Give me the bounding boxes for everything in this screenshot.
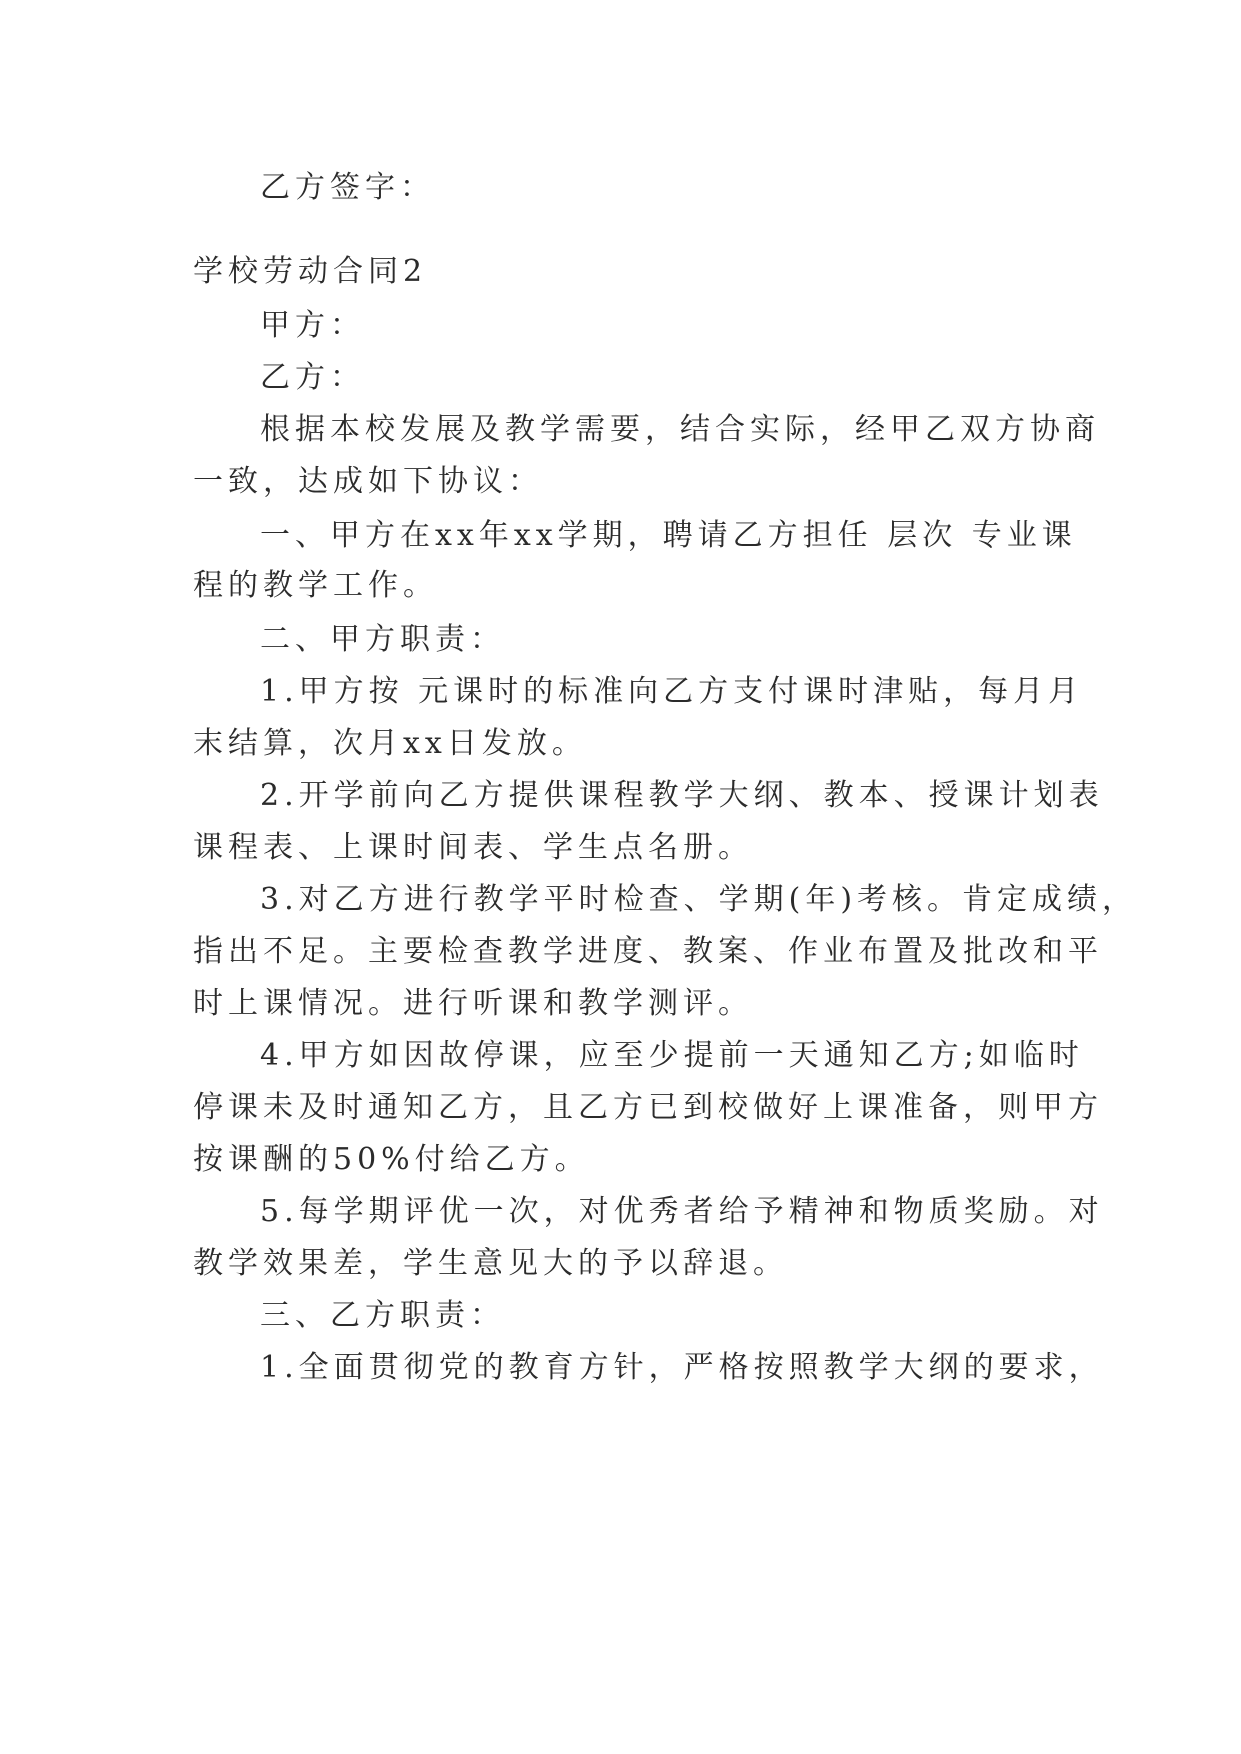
clause-2-item-1-line-2: 末结算，次月xx日发放。 [193,726,587,761]
clause-3-heading: 三、乙方职责： [260,1298,505,1333]
party-a-line: 甲方： [260,308,365,343]
clause-2-item-3-line-3: 时上课情况。进行听课和教学测评。 [193,986,753,1021]
clause-3-item-1-line-1: 1.全面贯彻党的教育方针，严格按照教学大纲的要求， [260,1350,1104,1385]
clause-2-item-4-line-2: 停课未及时通知乙方，且乙方已到校做好上课准备，则甲方 [193,1090,1103,1125]
clause-1-line-2: 程的教学工作。 [193,568,438,603]
party-b-line: 乙方： [260,360,365,395]
clause-2-heading: 二、甲方职责： [260,622,505,657]
clause-2-item-3-line-1: 3.对乙方进行教学平时检查、学期(年)考核。肯定成绩， [260,882,1138,917]
clause-2-item-1-line-1: 1.甲方按 元课时的标准向乙方支付课时津贴，每月月 [260,674,1084,709]
clause-2-item-2-line-2: 课程表、上课时间表、学生点名册。 [193,830,753,865]
preamble-line-1: 根据本校发展及教学需要，结合实际，经甲乙双方协商 [260,412,1100,447]
clause-2-item-3-line-2: 指出不足。主要检查教学进度、教案、作业布置及批改和平 [193,934,1103,969]
preamble-line-2: 一致，达成如下协议： [193,464,543,499]
clause-2-item-4-line-1: 4.甲方如因故停课，应至少提前一天通知乙方;如临时 [260,1038,1084,1073]
section-title: 学校劳动合同2 [193,254,428,289]
signature-label: 乙方签字： [260,170,435,205]
clause-2-item-5-line-1: 5.每学期评优一次，对优秀者给予精神和物质奖励。对 [260,1194,1104,1229]
clause-2-item-2-line-1: 2.开学前向乙方提供课程教学大纲、教本、授课计划表 [260,778,1104,813]
clause-2-item-4-line-3: 按课酬的50%付给乙方。 [193,1142,590,1177]
clause-2-item-5-line-2: 教学效果差，学生意见大的予以辞退。 [193,1246,788,1281]
clause-1-line-1: 一、甲方在xx年xx学期，聘请乙方担任 层次 专业课 [260,518,1077,553]
